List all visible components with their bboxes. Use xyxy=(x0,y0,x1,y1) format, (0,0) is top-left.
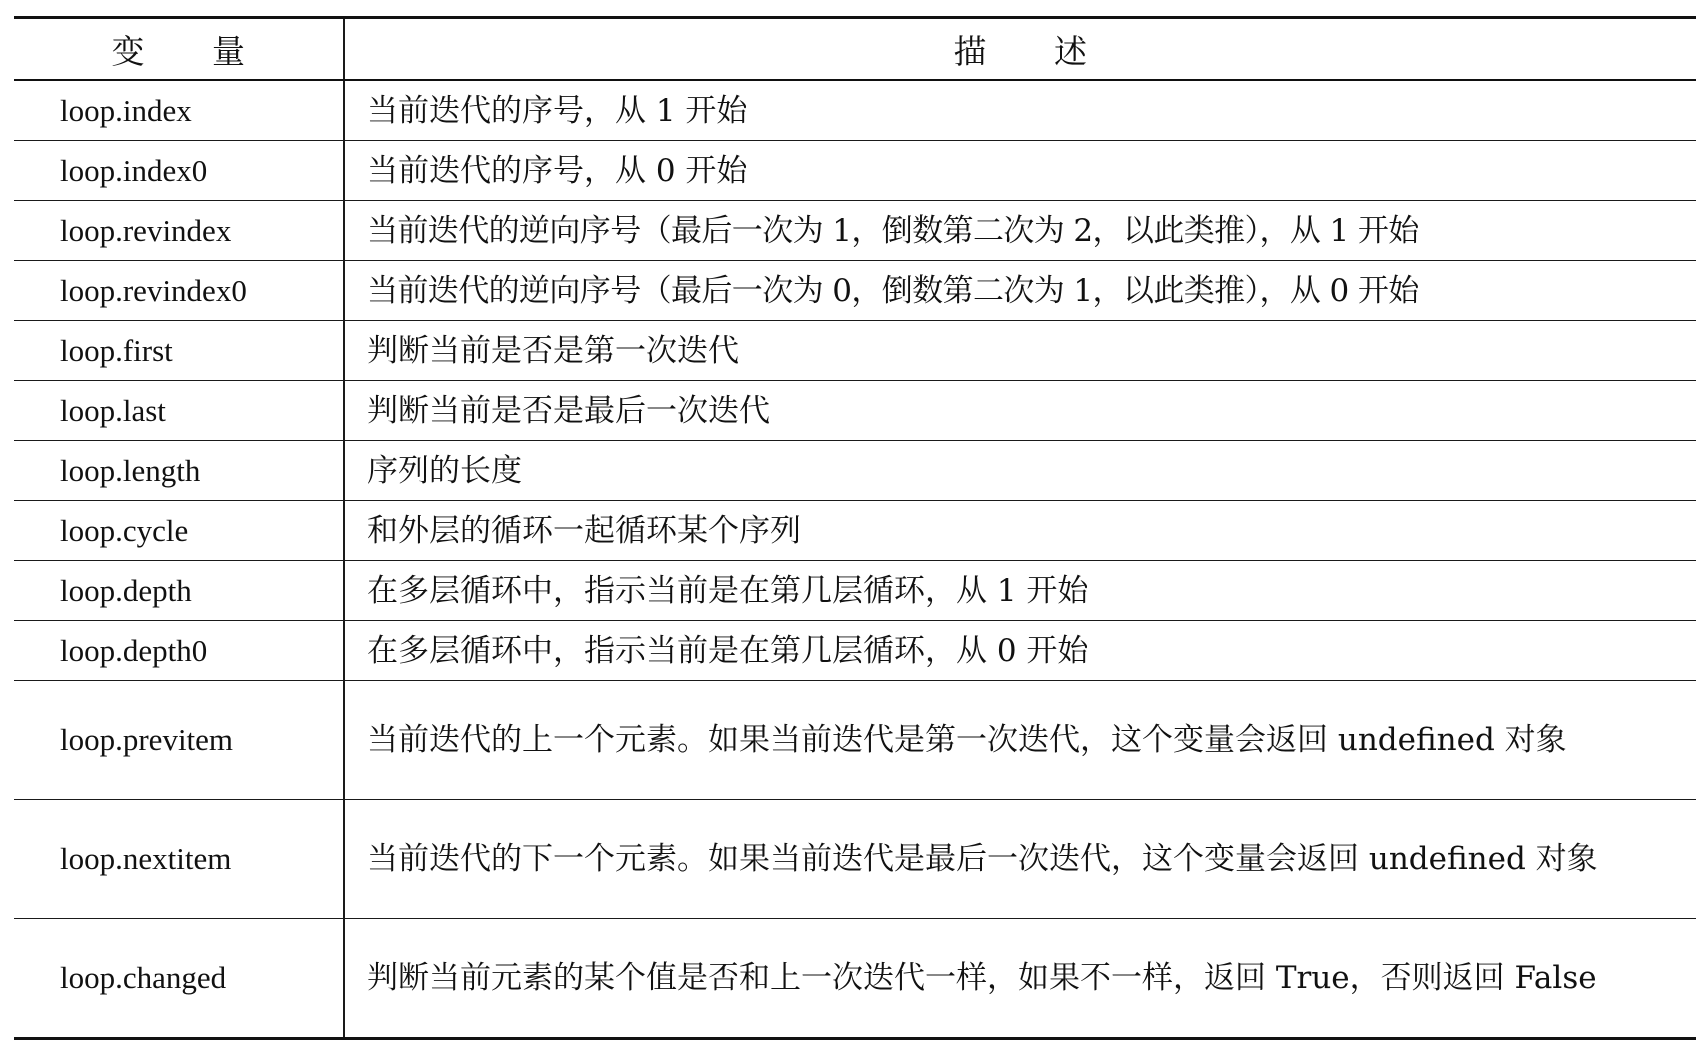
table-row xyxy=(14,681,1696,800)
table-row xyxy=(14,321,1696,381)
variable-cell: loop.changed xyxy=(14,919,344,1039)
table-header-row xyxy=(14,18,1696,81)
header-variable-label: 变 量 xyxy=(111,31,246,71)
variable-cell: loop.depth0 xyxy=(14,621,344,681)
header-description xyxy=(344,18,1696,81)
loop-variables-table xyxy=(14,16,1696,1040)
description-cell: 判断当前是否是第一次迭代 xyxy=(344,321,1696,381)
description-cell: 和外层的循环一起循环某个序列 xyxy=(344,501,1696,561)
variable-cell: loop.last xyxy=(14,381,344,441)
description-cell: 当前迭代的下一个元素。如果当前迭代是最后一次迭代，这个变量会返回 undefined 对象 xyxy=(344,800,1696,919)
table-row xyxy=(14,381,1696,441)
description-cell: 判断当前元素的某个值是否和上一次迭代一样，如果不一样，返回 True，否则返回 False xyxy=(344,919,1696,1039)
description-cell: 当前迭代的上一个元素。如果当前迭代是第一次迭代，这个变量会返回 undefined 对象 xyxy=(344,681,1696,800)
description-cell: 在多层循环中，指示当前是在第几层循环，从 1 开始 xyxy=(344,561,1696,621)
table-row xyxy=(14,800,1696,919)
table-row xyxy=(14,261,1696,321)
description-cell: 当前迭代的逆向序号（最后一次为 0，倒数第二次为 1，以此类推），从 0 开始 xyxy=(344,261,1696,321)
table-row xyxy=(14,501,1696,561)
variable-cell: loop.cycle xyxy=(14,501,344,561)
table-row xyxy=(14,201,1696,261)
description-cell: 当前迭代的逆向序号（最后一次为 1，倒数第二次为 2，以此类推），从 1 开始 xyxy=(344,201,1696,261)
variable-cell: loop.nextitem xyxy=(14,800,344,919)
variable-cell: loop.index0 xyxy=(14,141,344,201)
variable-cell: loop.revindex0 xyxy=(14,261,344,321)
description-cell: 序列的长度 xyxy=(344,441,1696,501)
variable-cell: loop.revindex xyxy=(14,201,344,261)
variable-cell: loop.length xyxy=(14,441,344,501)
variable-cell: loop.index xyxy=(14,80,344,141)
table-row xyxy=(14,561,1696,621)
table-row xyxy=(14,441,1696,501)
description-cell: 在多层循环中，指示当前是在第几层循环，从 0 开始 xyxy=(344,621,1696,681)
table-row xyxy=(14,621,1696,681)
header-description-label: 描 述 xyxy=(953,31,1088,71)
table-row xyxy=(14,141,1696,201)
variable-cell: loop.first xyxy=(14,321,344,381)
variable-cell: loop.depth xyxy=(14,561,344,621)
description-cell: 当前迭代的序号，从 1 开始 xyxy=(344,80,1696,141)
description-cell: 当前迭代的序号，从 0 开始 xyxy=(344,141,1696,201)
header-variable xyxy=(14,18,344,81)
description-cell: 判断当前是否是最后一次迭代 xyxy=(344,381,1696,441)
variable-cell: loop.previtem xyxy=(14,681,344,800)
table-row xyxy=(14,919,1696,1039)
table-row xyxy=(14,80,1696,141)
